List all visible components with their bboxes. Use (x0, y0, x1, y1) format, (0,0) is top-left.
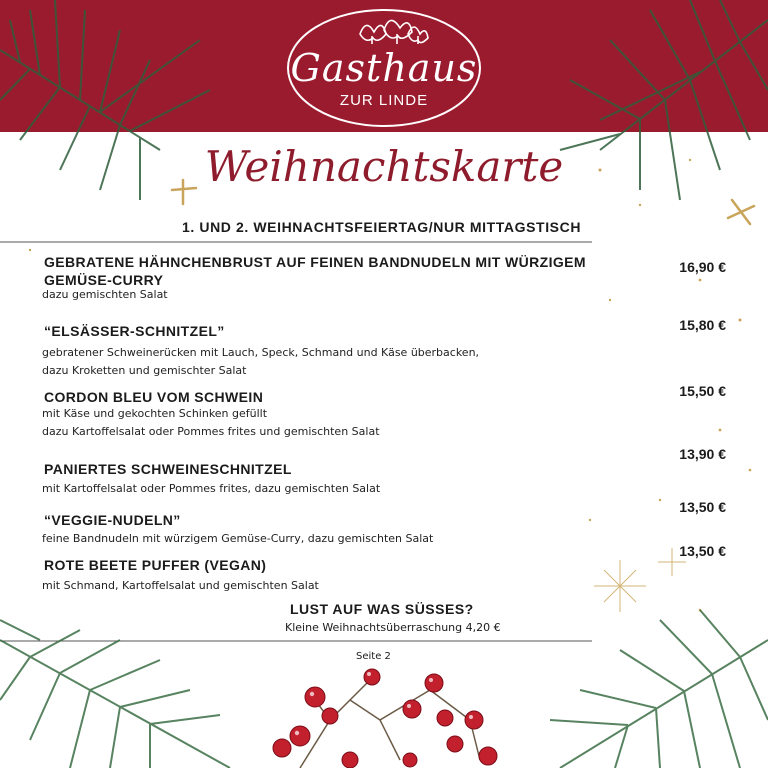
menu-item-name: “ELSÄSSER-SCHNITZEL” (44, 323, 225, 339)
page-number: Seite 2 (356, 651, 391, 662)
menu-item-desc: mit Kartoffelsalat oder Pommes frites, dazu gemischten Salat (42, 482, 381, 495)
logo-name: Gasthaus (290, 46, 478, 90)
menu-item-desc: feine Bandnudeln mit würzigem Gemüse-Curry, dazu gemischten Salat (42, 532, 434, 545)
menu-item-name: PANIERTES SCHWEINESCHNITZEL (44, 461, 292, 477)
logo-subtitle: ZUR LINDE (339, 92, 429, 109)
menu-item-price: 13,50 € (679, 499, 726, 515)
menu-item-name: GEBRATENE HÄHNCHENBRUST AUF FEINEN BANDNUDELN MIT WÜRZIGEM GEMÜSE-CURRY (44, 254, 586, 288)
menu-item-price: 13,50 € (679, 543, 726, 559)
dessert-description: Kleine Weihnachtsüberraschung 4,20 € (285, 621, 501, 634)
page-title: Weihnachtskarte (204, 142, 564, 191)
berry-branch (273, 669, 497, 768)
menu-item-price: 15,50 € (679, 383, 726, 399)
pine-branch-bottom-right (550, 610, 768, 768)
dessert-heading: LUST AUF WAS SÜSSES? (290, 601, 474, 617)
menu-item-price: 16,90 € (679, 259, 726, 275)
linden-tree-icon (360, 20, 428, 44)
menu-item-price: 15,80 € (679, 317, 726, 333)
menu-item-desc: dazu gemischten Salat (42, 288, 168, 301)
menu-item-desc: mit Käse und gekochten Schinken gefüllt dazu Kartoffelsalat oder Pommes frites und gemischten Salat (42, 407, 380, 438)
menu-item-name: ROTE BEETE PUFFER (VEGAN) (44, 557, 267, 573)
page-subtitle: 1. UND 2. WEIHNACHTSFEIERTAG/NUR MITTAGSTISCH (182, 219, 582, 235)
menu-item-desc: gebratener Schweinerücken mit Lauch, Speck, Schmand und Käse überbacken, dazu Kroketten und gemischter Salat (42, 346, 480, 377)
menu-item-price: 13,90 € (679, 446, 726, 462)
menu-item-name: CORDON BLEU VOM SCHWEIN (44, 389, 264, 405)
menu-item-name: “VEGGIE-NUDELN” (44, 512, 181, 528)
pine-branch-bottom-left (0, 620, 230, 768)
menu-item-desc: mit Schmand, Kartoffelsalat und gemischten Salat (42, 579, 319, 592)
